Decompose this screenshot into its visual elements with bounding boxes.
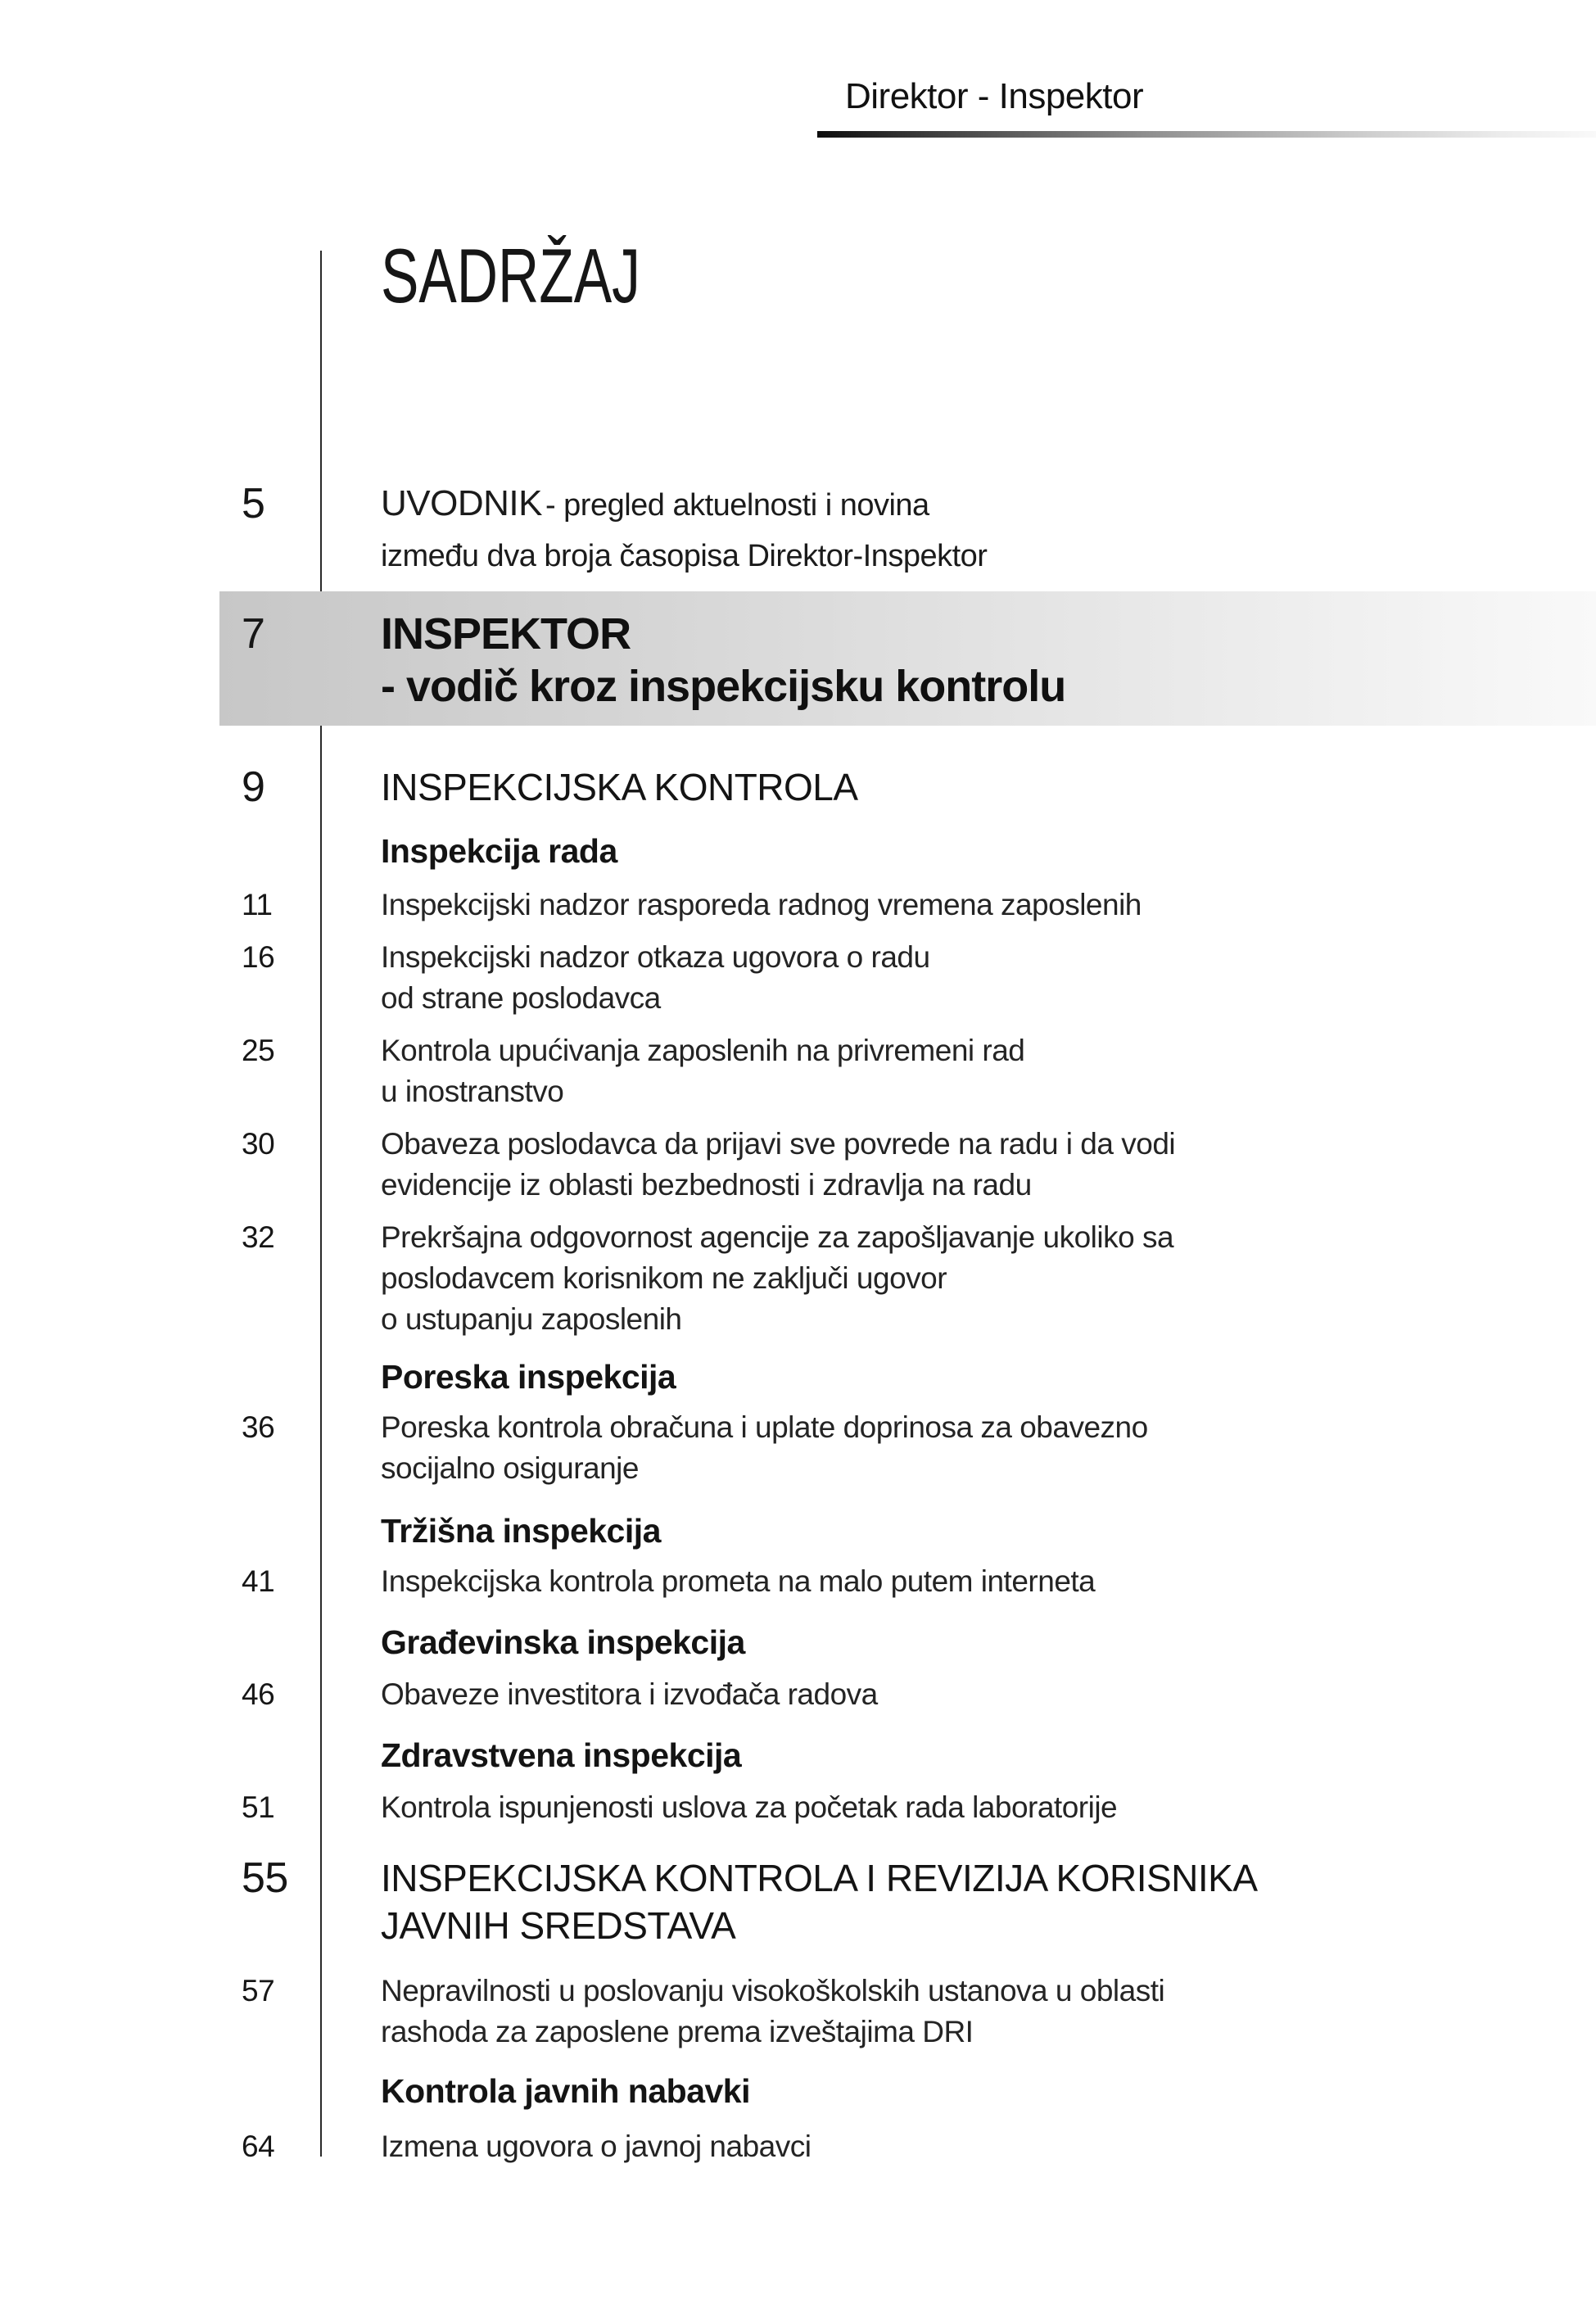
toc-entry-title-line2: u inostranstvo bbox=[381, 1075, 564, 1109]
toc-entry-title-line2: poslodavcem korisnikom ne zaključi ugovor bbox=[381, 1261, 947, 1296]
toc-entry-title: UVODNIK - pregled aktuelnosti i novina bbox=[381, 483, 929, 524]
toc-entry bbox=[0, 1854, 1596, 1949]
page-number: 57 bbox=[242, 1974, 275, 2008]
toc-entry-title-line2: rashoda za zaposlene prema izveštajima DRI bbox=[381, 2015, 974, 2049]
toc-section-heading bbox=[0, 1353, 1596, 1401]
page-number: 46 bbox=[242, 1677, 275, 1712]
page-number: 36 bbox=[242, 1410, 275, 1445]
toc-section-heading bbox=[0, 1507, 1596, 1555]
page-number: 9 bbox=[242, 763, 265, 812]
toc-entry bbox=[0, 1407, 1596, 1489]
toc-entry bbox=[0, 885, 1596, 926]
toc-entry-title: Poreska kontrola obračuna i uplate doprinosa za obavezno bbox=[381, 1410, 1148, 1445]
toc-entry-title-line2: socijalno osiguranje bbox=[381, 1451, 639, 1486]
section-heading-label: Tržišna inspekcija bbox=[381, 1512, 661, 1550]
toc-entry-title: Kontrola ispunjenosti uslova za početak rada laboratorije bbox=[381, 1790, 1118, 1825]
page-number: 51 bbox=[242, 1790, 275, 1825]
section-heading-label: Građevinska inspekcija bbox=[381, 1623, 745, 1662]
toc-entry-title: Inspekcijski nadzor otkaza ugovora o radu bbox=[381, 940, 930, 975]
page-number: 25 bbox=[242, 1034, 275, 1068]
toc-entry bbox=[0, 482, 1596, 578]
toc-entry bbox=[0, 1787, 1596, 1828]
page-title: SADRŽAJ bbox=[381, 233, 640, 319]
toc-entry-title: Izmena ugovora o javnoj nabavci bbox=[381, 2130, 812, 2164]
page-number: 32 bbox=[242, 1220, 275, 1255]
page-number: 5 bbox=[242, 480, 265, 528]
page-number: 16 bbox=[242, 940, 275, 975]
toc-entry-title: Nepravilnosti u poslovanju visokoškolskih ustanova u oblasti bbox=[381, 1974, 1165, 2008]
toc-entry-title-line2: između dva broja časopisa Direktor-Inspektor bbox=[381, 539, 988, 574]
section-heading-label: Inspekcija rada bbox=[381, 832, 617, 871]
page-number: 30 bbox=[242, 1127, 275, 1161]
journal-title: Direktor - Inspektor bbox=[845, 76, 1144, 116]
toc-entry-title: Inspekcijska kontrola prometa na malo putem interneta bbox=[381, 1564, 1096, 1599]
toc-entry-title: Obaveze investitora i izvođača radova bbox=[381, 1677, 878, 1712]
toc-section-heading bbox=[0, 1731, 1596, 1779]
toc-entry bbox=[0, 763, 1596, 811]
toc-entry bbox=[0, 1674, 1596, 1715]
toc-section-heading bbox=[0, 1618, 1596, 1666]
toc-entry-title-line3: o ustupanju zaposlenih bbox=[381, 1302, 682, 1337]
toc-entry-title: Prekršajna odgovornost agencije za zapošljavanje ukoliko sa bbox=[381, 1220, 1174, 1255]
toc-entry-title: INSPEKCIJSKA KONTROLA I REVIZIJA KORISNIKA bbox=[381, 1857, 1258, 1900]
page-number: 7 bbox=[242, 610, 265, 659]
toc-entry bbox=[0, 1217, 1596, 1340]
page-number: 41 bbox=[242, 1564, 275, 1599]
toc-entry-highlighted bbox=[219, 591, 1596, 726]
toc-entry-title: Obaveza poslodavca da prijavi sve povrede na radu i da vodi bbox=[381, 1127, 1176, 1161]
toc-entry-title: INSPEKTOR bbox=[381, 609, 631, 659]
toc-entry-title-line2: od strane poslodavca bbox=[381, 981, 661, 1016]
toc-entry-title-line2: evidencije iz oblasti bezbednosti i zdravlja na radu bbox=[381, 1168, 1032, 1202]
toc-entry-title: INSPEKCIJSKA KONTROLA bbox=[381, 766, 858, 809]
toc-entry bbox=[0, 1030, 1596, 1112]
section-heading-label: Kontrola javnih nabavki bbox=[381, 2072, 750, 2111]
toc-entry bbox=[0, 1124, 1596, 1206]
toc-entry bbox=[0, 1971, 1596, 2053]
toc-entry bbox=[0, 2126, 1596, 2167]
page-number: 64 bbox=[242, 2130, 275, 2164]
toc-entry-subtitle: - vodič kroz inspekcijsku kontrolu bbox=[381, 662, 1066, 712]
toc-entry-title: Kontrola upućivanja zaposlenih na privremeni rad bbox=[381, 1034, 1025, 1068]
toc-section-heading bbox=[0, 2067, 1596, 2115]
toc-entry bbox=[0, 937, 1596, 1019]
toc-entry-title: Inspekcijski nadzor rasporeda radnog vremena zaposlenih bbox=[381, 888, 1142, 922]
page-number: 55 bbox=[242, 1854, 288, 1903]
section-heading-label: Poreska inspekcija bbox=[381, 1358, 676, 1396]
page-number: 11 bbox=[242, 888, 273, 922]
toc-entry-title-line2: JAVNIH SREDSTAVA bbox=[381, 1904, 736, 1948]
section-heading-label: Zdravstvena inspekcija bbox=[381, 1736, 742, 1775]
toc-entry bbox=[0, 1561, 1596, 1602]
toc-section-heading bbox=[0, 827, 1596, 875]
